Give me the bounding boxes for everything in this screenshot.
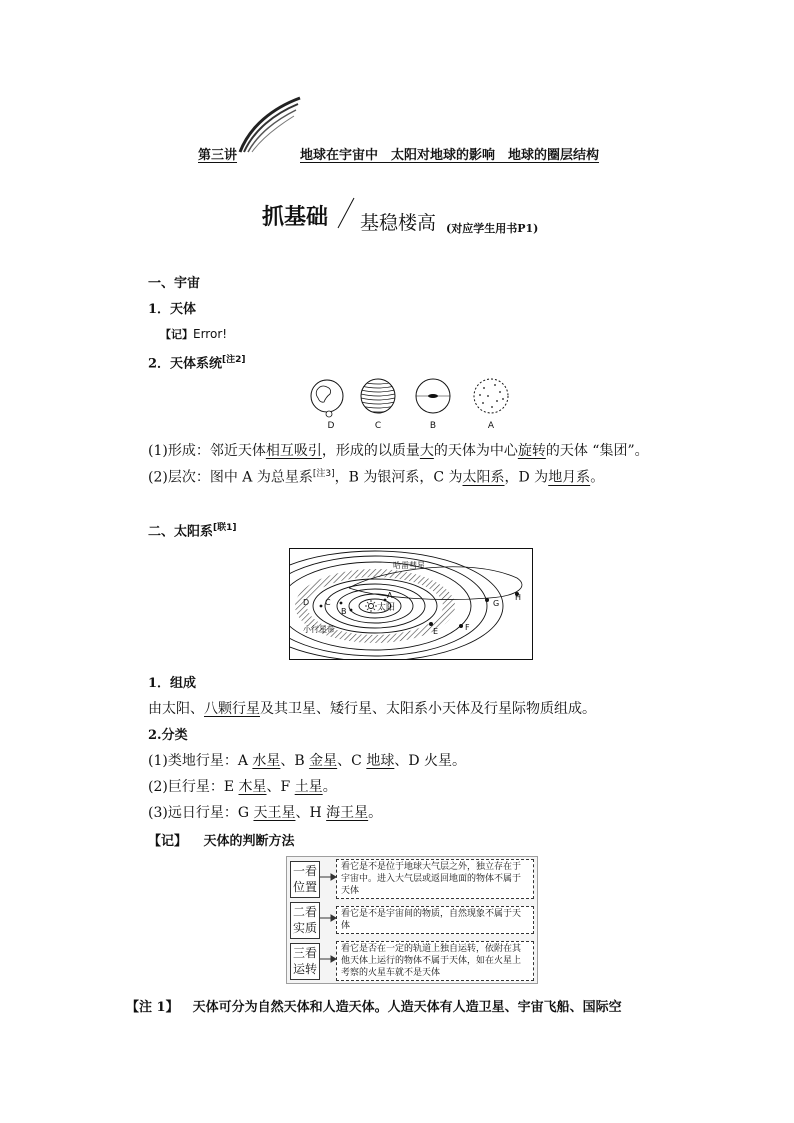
banner-bold: 抓基础 (262, 205, 329, 230)
step-1-label: 一看 位置 (290, 861, 320, 898)
error-text: Error! (193, 327, 228, 341)
asteroid-belt-label: 小行星带 (303, 625, 335, 634)
section2-item2: 2.分类 (148, 728, 188, 743)
orbit-label-b: B (341, 607, 347, 616)
moon-circle (326, 411, 332, 417)
banner-ref: (对应学生用书P1) (446, 222, 539, 235)
step-3-text: 看它是否在一定的轨道上独自运转，依附在其他天体上运行的物体不属于天体，如在火星上考察的火星车就不是天体 (336, 941, 534, 981)
memo-title: 天体的判断方法 (203, 834, 295, 849)
orbit-label-a: A (387, 591, 393, 600)
memo-marker: 【记】 (148, 834, 188, 849)
earth-moon-circle (311, 380, 343, 412)
section1-heading: 一、宇宙 (148, 276, 201, 291)
composition-paragraph: 由太阳、八颗行星及其卫星、矮行星、太阳系小天体及行星际物质组成。 (148, 701, 596, 717)
label-d: D (327, 421, 335, 430)
footnote-text: 天体可分为自然天体和人造天体。人造天体有人造卫星、宇宙飞船、国际空 (192, 1000, 622, 1015)
orbit-label-e: E (433, 627, 439, 636)
link-ref-1: [联1] (213, 523, 237, 533)
page-title: 地球在宇宙中 太阳对地球的影响 地球的圈层结构 (300, 148, 600, 163)
solar-system-figure (289, 548, 533, 660)
levels-paragraph: (2)层次：图中 A 为总星系[注3]，B 为银河系，C 为太阳系，D 为地月系。 (148, 469, 605, 486)
footnote-1 (126, 996, 622, 1015)
lesson-number: 第三讲 (198, 148, 238, 163)
header-swoosh-graphic (238, 96, 304, 154)
section1-item1: 1．天体 (148, 302, 197, 317)
banner-light: 基稳楼高 (360, 212, 437, 234)
label-c: C (374, 421, 382, 430)
celestial-system-figure (305, 374, 525, 430)
footnote-marker: 【注 1】 (126, 1000, 179, 1015)
sun-label: 太阳 (377, 603, 396, 613)
label-a: A (487, 421, 495, 430)
orbit-label-f: F (465, 623, 470, 632)
giant-planets-line: (2)巨行星：E 木星、F 土星。 (148, 779, 337, 795)
section2-heading: 二、太阳系 (148, 524, 214, 540)
orbit-label-g: G (493, 599, 500, 608)
comet-label: 哈雷彗星 (393, 561, 425, 570)
universe-circle (474, 379, 508, 413)
step-3-label: 三看 运转 (290, 943, 320, 980)
orbit-label-c: C (325, 598, 331, 607)
formation-paragraph: (1)形成：邻近天体相互吸引，形成的以质量大的天体为中心旋转的天体 “集团”。 (148, 443, 649, 459)
orbit-label-d: D (303, 598, 310, 607)
judgment-flowchart (286, 856, 538, 984)
section2-item1: 1．组成 (148, 676, 197, 691)
step-2-text: 看它是不是宇宙间的物质，自然现象不属于天体 (336, 906, 534, 934)
step-2-label: 二看 实质 (290, 902, 320, 939)
note-marker: 【记】 (160, 328, 193, 341)
step-1-text: 看它是不是位于地球大气层之外，独立存在于宇宙中。进入大气层或返回地面的物体不属于天体 (336, 859, 534, 899)
label-b: B (429, 421, 437, 430)
banner-slash (336, 196, 356, 230)
section1-item2: 2．天体系统 (148, 356, 223, 372)
orbit-label-h: H (515, 593, 522, 602)
terrestrial-planets-line: (1)类地行星：A 水星、B 金星、C 地球、D 火星。 (148, 753, 467, 769)
note-ref-2: [注2] (222, 355, 246, 365)
ice-giants-line: (3)远日行星：G 天王星、H 海王星。 (148, 805, 383, 821)
